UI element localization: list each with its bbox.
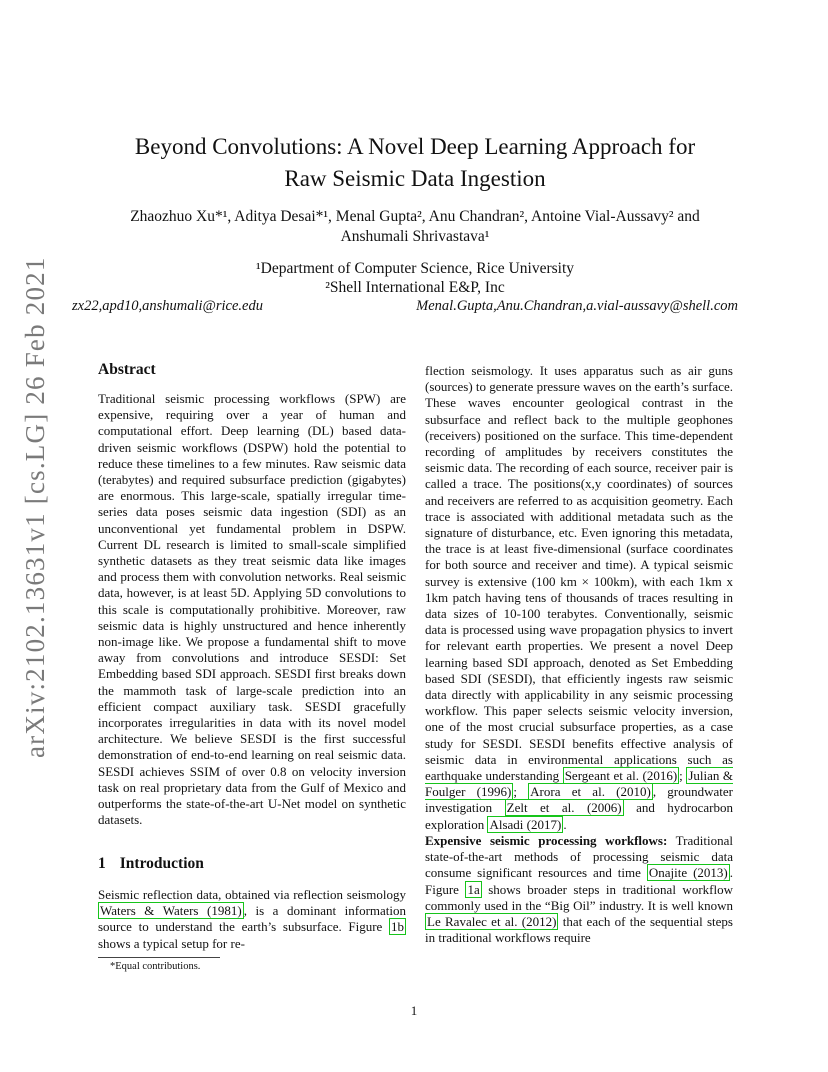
citation-link-sergeant[interactable]: Sergeant et al. (2016) xyxy=(564,768,678,784)
figure-link-1b[interactable]: 1b xyxy=(391,919,404,935)
section-number: 1 xyxy=(98,855,106,872)
affiliation-shell: ²Shell International E&P, Inc xyxy=(325,279,505,296)
right-text-3: and hydrocarbon exploration xyxy=(425,800,733,832)
author-list xyxy=(60,207,770,247)
separator: ; xyxy=(513,784,529,800)
affiliation-rice: ¹Department of Computer Science, Rice University xyxy=(256,260,574,277)
right-text-1: flection seismology. It uses apparatus such as air guns (sources) to generate pressure waves on the earth’s surface. These waves encounter geological contrast in the subsurface and reflect back to the multiple geophones (receivers) positioned on the surface. This time-dependent recording of amplitudes by receivers constitutes the seismic data. The recording of each source, receiver pair is called a trace. The positions(x,y coordinates) of sources and receivers are referred to as acquisition geometry. Each trace is associated with additional metadata such as the signature of disturbance, etc. Even ignoring this metadata, the trace is at least five-dimensional (surface coordinates for both source and receiver and time). A typical seismic survey is extensive (100 km × 100km), with each 1km x 1km patch having tens of thousands of traces resulting in data sizes of 10-100 terabytes. Conventionally, seismic data is processed using wave propagation physics to invert for relevant earth properties. We present a novel Deep learning based SDI approach, denoted as Set Embedding based SDI (SESDI), that efficiently ingests raw seismic data directly with applicability in any seismic processing workflow. This paper selects seismic velocity inversion, one of the most crucial subsurface properties, as a case study for SESDI. SESDI benefits effective analysis of seismic data in environmental applications such as earthquake understanding xyxy=(425,363,733,784)
right-text-6: . Figure xyxy=(425,865,733,897)
intro-text-2: , is a dominant information source to understand the earth’s subsurface. Figure xyxy=(98,903,407,935)
citation-link-zelt[interactable]: Zelt et al. (2006) xyxy=(506,800,622,816)
right-text-5: Traditional state-of-the-art methods of processing seismic data consume significant resources and time xyxy=(425,832,733,881)
separator: ; xyxy=(679,768,687,784)
title-line-1: Beyond Convolutions: A Novel Deep Learning Approach for xyxy=(134,134,696,159)
email-row xyxy=(72,298,738,315)
citation-link-alsadi[interactable]: Alsadi (2017) xyxy=(489,816,562,832)
section-title: Introduction xyxy=(119,855,204,872)
footnote-rule xyxy=(98,957,220,958)
email-shell: Menal.Gupta,Anu.Chandran,a.vial-aussavy@shell.com xyxy=(416,298,738,314)
introduction-heading xyxy=(98,855,204,873)
right-text-4: . xyxy=(563,816,567,832)
right-text-2: , groundwater investigation xyxy=(425,784,733,816)
figure-link-1a[interactable]: 1a xyxy=(467,881,480,897)
introduction-paragraph xyxy=(98,887,406,952)
right-text-8: that each of the sequential steps in traditional workflows require xyxy=(425,913,733,946)
title-line-2: Raw Seismic Data Ingestion xyxy=(284,166,546,191)
paper-title xyxy=(70,131,760,195)
footnote: *Equal contributions. xyxy=(110,961,201,972)
citation-link-arora[interactable]: Arora et al. (2010) xyxy=(530,784,651,800)
citation-link-leravalec[interactable]: Le Ravalec et al. (2012) xyxy=(427,913,557,929)
abstract-text: Traditional seismic processing workflows (SPW) are expensive, requiring over a year of human and computational effort. Deep learning (DL) based data-driven seismic workflows (DSPW) hold the potential to reduce these timelines to a few minutes. Raw seismic data (terabytes) and required subsurface prediction (gigabytes) are enormous. This large-scale, spatially irregular time-series data poses seismic data ingestion (SDI) as an unconventional yet fundamental problem in DSPW. Current DL research is limited to small-scale simplified synthetic datasets as they treat seismic data like images and process them with convolution networks. Real seismic data, however, is at least 5D. Applying 5D convolutions to this scale is computationally prohibitive. Moreover, raw seismic data is highly unstructured and hence inherently non-image like. We propose a fundamental shift to move away from convolutions and introduce SESDI: Set Embedding based SDI approach. SESDI first breaks down the mammoth task of large-scale prediction into an efficient compact auxiliary task. SESDI gracefully incorporates irregularities in data with its novel model architecture. We believe SESDI is the first successful demonstration of end-to-end learning on real seismic data. SESDI achieves SSIM of over 0.8 on velocity inversion task on real proprietary data from the Gulf of Mexico and outperforms the state-of-the-art U-Net model on synthetic datasets. xyxy=(98,391,406,828)
intro-text-3: shows a typical setup for re- xyxy=(98,935,245,951)
citation-link-waters[interactable]: Waters & Waters (1981) xyxy=(100,903,242,919)
email-rice: zx22,apd10,anshumali@rice.edu xyxy=(72,298,263,314)
right-text-7: shows broader steps in traditional workflow commonly used in the “Big Oil” industry. It is well known xyxy=(425,881,733,913)
authors-line-2: Anshumali Shrivastava¹ xyxy=(340,228,490,245)
citation-link-onajite[interactable]: Onajite (2013) xyxy=(648,865,728,881)
abstract-heading: Abstract xyxy=(98,361,156,378)
page-number: 1 xyxy=(410,1003,418,1018)
right-column-text xyxy=(425,363,733,946)
citation-link-julian[interactable]: Julian & Foulger (1996) xyxy=(425,768,733,800)
right-paragraph-2 xyxy=(425,833,733,946)
intro-text-1: Seismic reflection data, obtained via reflection seismology xyxy=(98,887,406,902)
paragraph-run-in-heading: Expensive seismic processing workflows: xyxy=(425,832,668,848)
authors-line-1: Zhaozhuo Xu*¹, Aditya Desai*¹, Menal Gupta², Anu Chandran², Antoine Vial-Aussavy² and xyxy=(130,208,700,225)
right-paragraph-1 xyxy=(425,363,733,833)
arxiv-stamp: arXiv:2102.13631v1 [cs.LG] 26 Feb 2021 xyxy=(20,256,50,758)
affiliations xyxy=(60,259,770,297)
